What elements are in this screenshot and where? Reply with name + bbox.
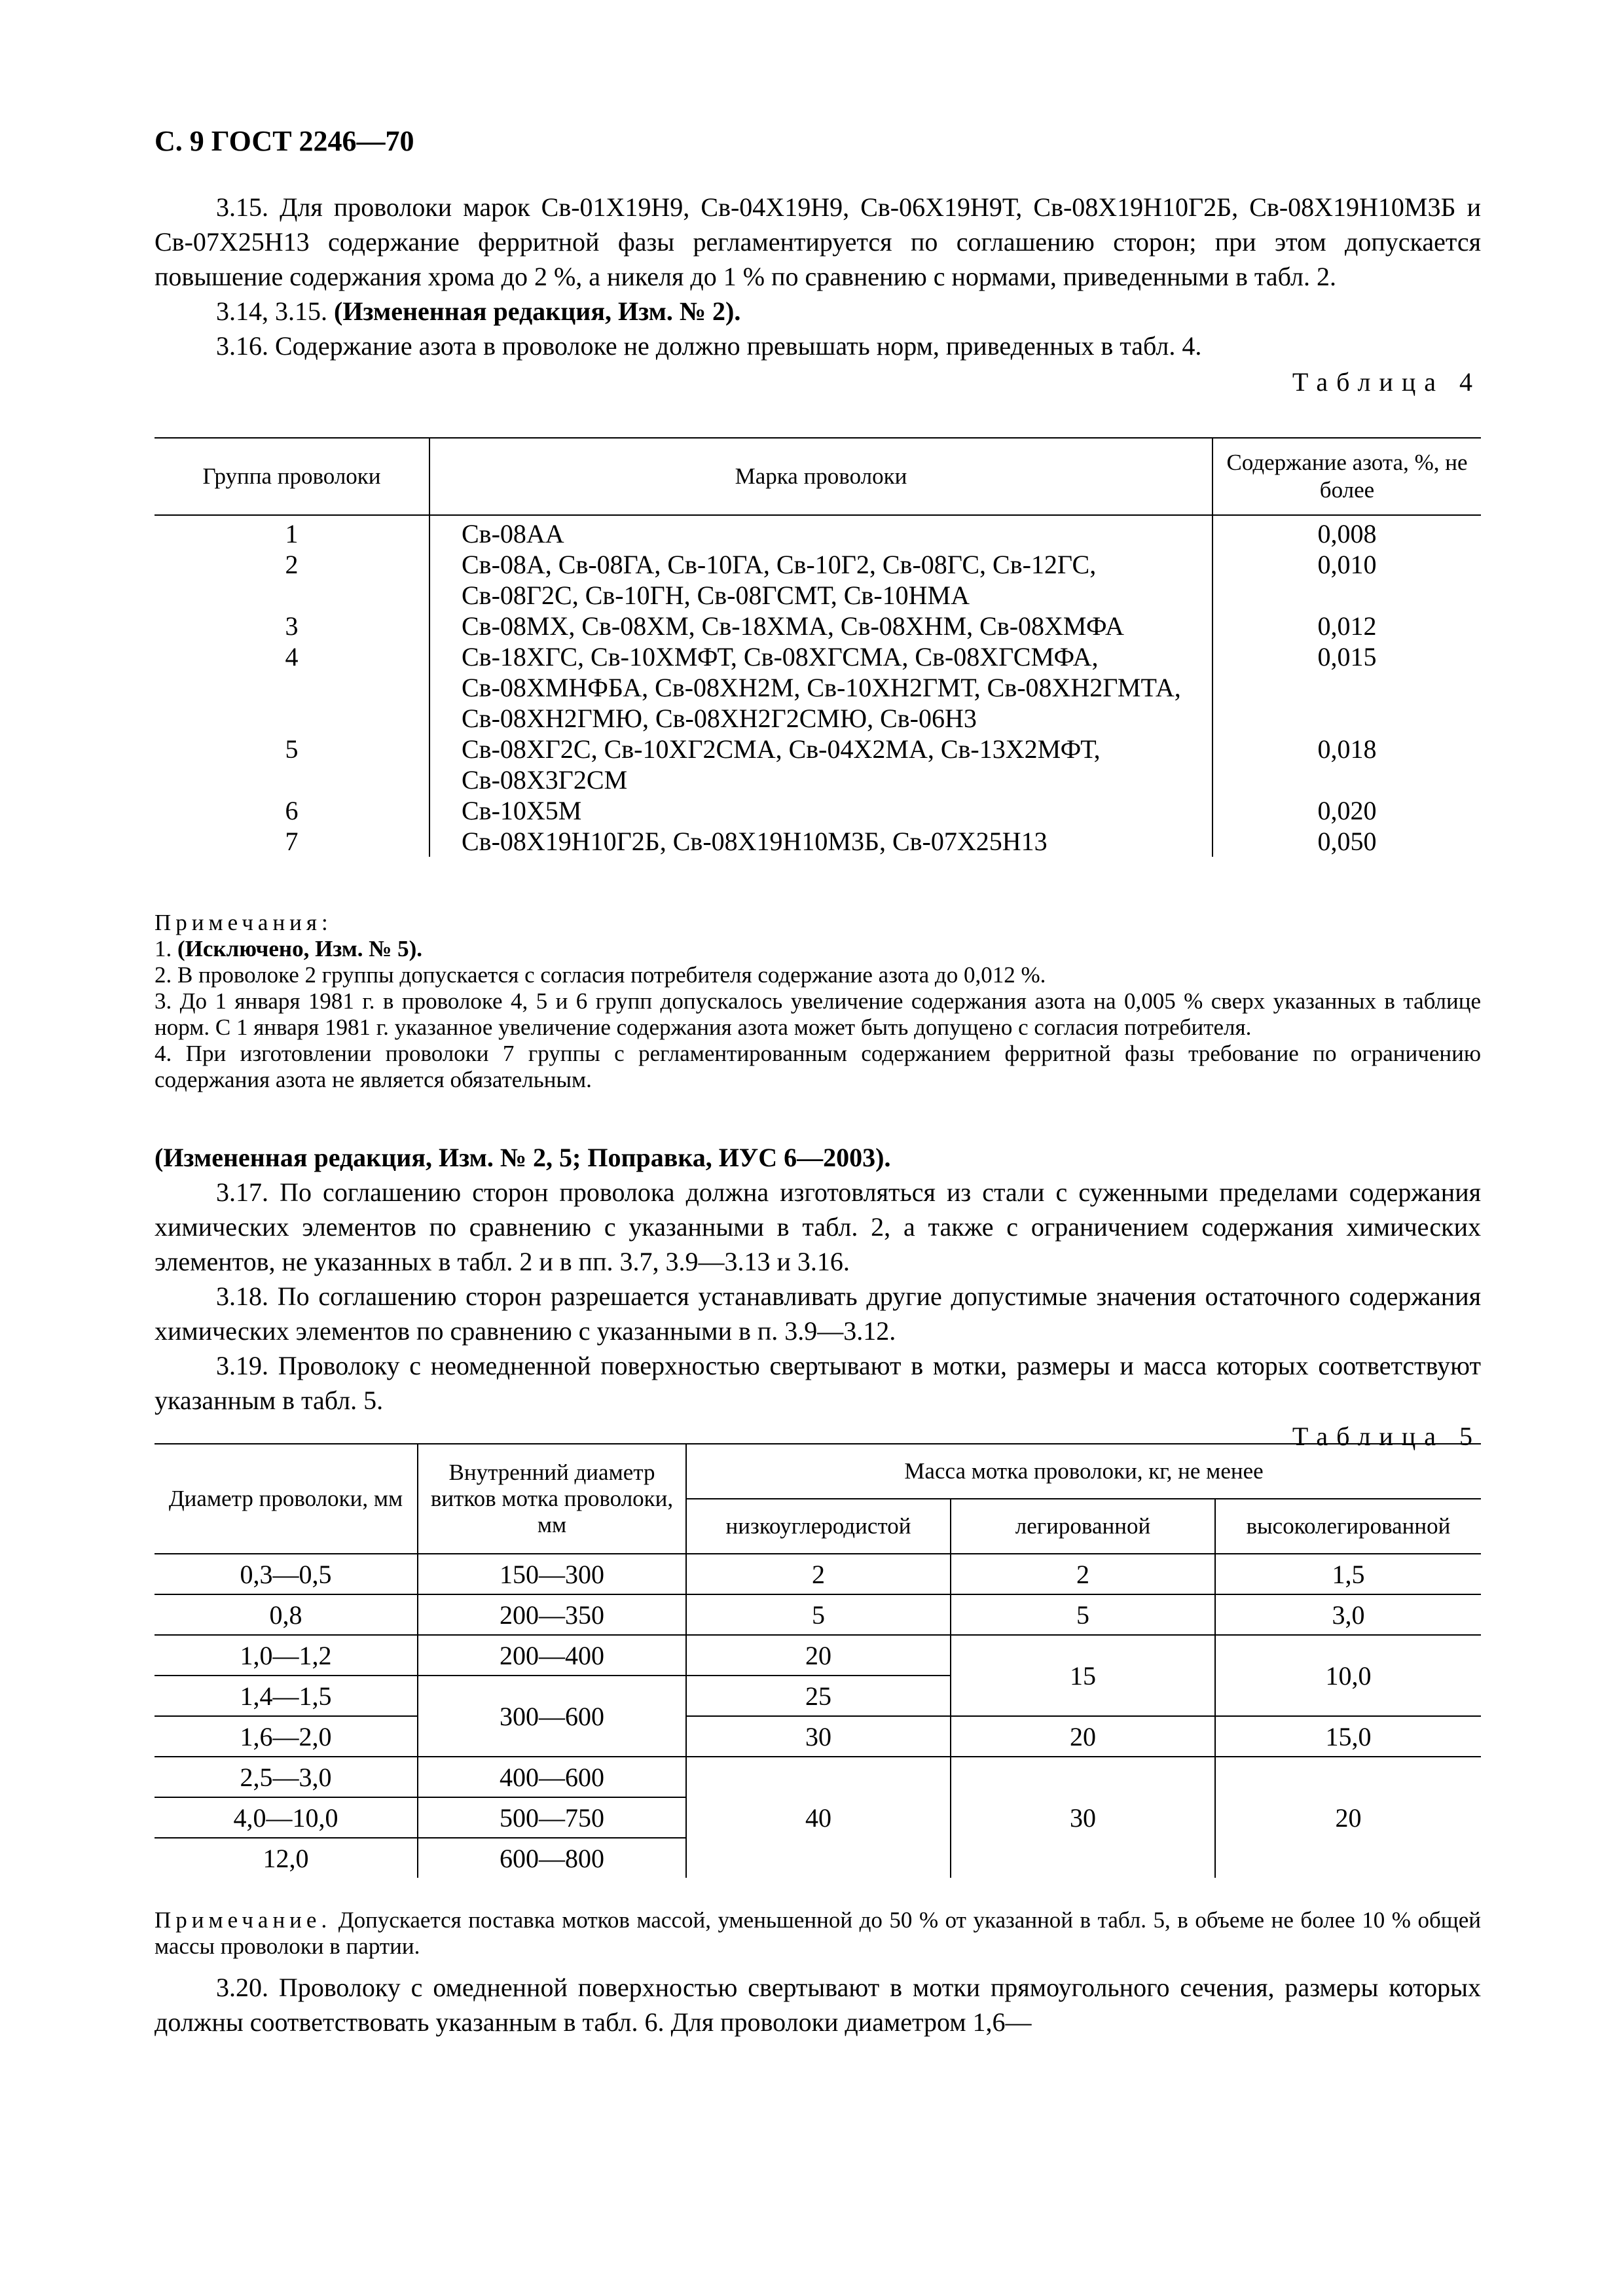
note-5-title: Примечание. (155, 1907, 332, 1933)
table-5-high: 15,0 (1215, 1716, 1481, 1757)
notes-title: Примечания: (155, 910, 333, 935)
table-4-notes (155, 910, 1481, 1093)
note-5 (155, 1907, 1481, 1960)
note-3: 3. До 1 января 1981 г. в проволоке 4, 5 и 6 групп допускалось увеличение содержания азота на 0,005 % сверх указанных в таблице норм. С 1 января 1981 г. указанное увеличение содержания азота может быть допущено с согласия потребителя. (155, 988, 1481, 1040)
table-5-diameter: 0,8 (155, 1594, 418, 1635)
note-4: 4. При изготовлении проволоки 7 группы с регламентированным содержанием ферритной фазы требование по ограничению содержания азота не является обязательным. (155, 1041, 1481, 1092)
table-4-group: 2 (285, 550, 299, 579)
table-4-value: 0,010 (1213, 549, 1481, 611)
table-5-diameter: 1,4—1,5 (155, 1676, 418, 1716)
paragraph-3-19: 3.19. Проволоку с неомедненной поверхностью свертывают в мотки, размеры и масса которых соответствуют указанным в табл. 5. (155, 1351, 1481, 1415)
table-4-group: 7 (285, 827, 299, 856)
paragraph-3-18: 3.18. По соглашению сторон разрешается устанавливать другие допустимые значения остаточного содержания химических элементов по сравнению с указанными в п. 3.9—3.12. (155, 1282, 1481, 1346)
table-5-alloy: 30 (951, 1757, 1215, 1878)
edition-prefix: 3.14, 3.15. (216, 296, 334, 326)
table-5-alloy: 2 (951, 1554, 1215, 1594)
table-4-value: 0,012 (1213, 611, 1481, 641)
table-5-header-mass: Масса мотка проволоки, кг, не менее (686, 1444, 1481, 1499)
table-5-inner: 150—300 (418, 1554, 686, 1594)
table-row (155, 1716, 1481, 1757)
document-page (155, 0, 1481, 2296)
table-4-header-group: Группа проволоки (155, 438, 429, 515)
table-row (155, 1757, 1481, 1797)
table-5-alloy: 5 (951, 1594, 1215, 1635)
table-5-header-inner: Внутренний диаметр витков мотка проволоки, мм (418, 1444, 686, 1554)
table-5-high: 3,0 (1215, 1594, 1481, 1635)
table-5-diameter: 4,0—10,0 (155, 1797, 418, 1838)
table-4-group: 5 (285, 734, 299, 764)
table-4-marks: Св-10Х5М (429, 795, 1213, 826)
table-5-inner: 200—400 (418, 1635, 686, 1676)
table-5-header-alloyed: легированной (951, 1499, 1215, 1554)
table-4-value: 0,020 (1213, 795, 1481, 826)
table-4-marks: Св-08АА (429, 515, 1213, 549)
table-5-inner: 200—350 (418, 1594, 686, 1635)
paragraph-3-20: 3.20. Проволоку с омедненной поверхностью свертывают в мотки прямоугольного сечения, размеры которых должны соответствовать указанным в табл. 6. Для проволоки диаметром 1,6— (155, 1973, 1481, 2037)
table-row (155, 611, 1481, 641)
table-5-low: 20 (686, 1635, 951, 1676)
table-4-caption: Таблица 4 (1292, 367, 1481, 397)
table-5-low: 2 (686, 1554, 951, 1594)
table-4-header-nitrogen: Содержание азота, %, не более (1213, 438, 1481, 515)
table-4-group: 3 (285, 611, 299, 641)
note-5-text: Допускается поставка мотков массой, уменьшенной до 50 % от указанной в табл. 5, в объеме не более 10 % общей массы проволоки в партии. (155, 1907, 1481, 1959)
table-row (155, 1635, 1481, 1676)
table-5-inner: 600—800 (418, 1838, 686, 1878)
table-5-header-low-carbon: низкоуглеродистой (686, 1499, 951, 1554)
table-5-alloy: 15 (951, 1635, 1215, 1716)
table-4-value: 0,008 (1213, 515, 1481, 549)
note-2: 2. В проволоке 2 группы допускается с согласия потребителя содержание азота до 0,012 %. (155, 962, 1046, 988)
table-4-value: 0,050 (1213, 826, 1481, 857)
note-1-bold: (Исключено, Изм. № 5). (177, 936, 423, 961)
table-5-low: 5 (686, 1594, 951, 1635)
table-4-marks: Св-08МХ, Св-08ХМ, Св-18ХМА, Св-08ХНМ, Св-08ХМФА (429, 611, 1213, 641)
table-4-group: 1 (285, 519, 299, 548)
table-5-high: 20 (1215, 1757, 1481, 1878)
table-row (155, 826, 1481, 857)
table-row (155, 734, 1481, 795)
table-5-high: 10,0 (1215, 1635, 1481, 1716)
page-header: С. 9 ГОСТ 2246—70 (155, 125, 414, 157)
paragraph-3-15: 3.15. Для проволоки марок Св-01Х19Н9, Св-04Х19Н9, Св-06Х19Н9Т, Св-08Х19Н10Г2Б, Св-08Х19Н10М3Б и Св-07Х25Н13 содержание ферритной фазы регламентируется по соглашению сторон; при этом допускается повышение содержания хрома до 2 %, а никеля до 1 % по сравнению с нормами, приведенными в табл. 2. (155, 192, 1481, 291)
table-5-inner: 300—600 (418, 1676, 686, 1757)
table-5-diameter: 1,0—1,2 (155, 1635, 418, 1676)
table-row (155, 795, 1481, 826)
paragraph-3-17: 3.17. По соглашению сторон проволока должна изготовляться из стали с суженными пределами содержания химических элементов по сравнению с указанными в табл. 2, а также с ограничением содержания химических элементов, не указанных в табл. 2 и в пп. 3.7, 3.9—3.13 и 3.16. (155, 1177, 1481, 1276)
table-row (155, 1594, 1481, 1635)
note-1 (155, 936, 1481, 962)
paragraph-3-14-edition (155, 294, 1481, 329)
table-4-container (155, 437, 1481, 857)
table-5-inner: 500—750 (418, 1797, 686, 1838)
table-5-note (155, 1907, 1481, 1960)
table-5-diameter: 2,5—3,0 (155, 1757, 418, 1797)
section-3-15-3-16 (155, 190, 1481, 399)
table-5-low: 25 (686, 1676, 951, 1716)
table-4-header-mark: Марка проволоки (429, 438, 1213, 515)
table-4-group: 4 (285, 642, 299, 672)
table-5-low: 30 (686, 1716, 951, 1757)
table-5-high: 1,5 (1215, 1554, 1481, 1594)
table-row (155, 549, 1481, 611)
table-5-container (155, 1443, 1481, 1878)
section-3-20 (155, 1970, 1481, 2039)
edition-note-2: (Измененная редакция, Изм. № 2, 5; Поправка, ИУС 6—2003). (155, 1143, 891, 1172)
table-5-diameter: 12,0 (155, 1838, 418, 1878)
table-4-group: 6 (285, 796, 299, 825)
table-row (155, 641, 1481, 734)
table-row (155, 1554, 1481, 1594)
table-4-marks: Св-18ХГС, Св-10ХМФТ, Св-08ХГСМА, Св-08ХГСМФА, Св-08ХМНФБА, Св-08ХН2М, Св-10ХН2ГМТ, Св-08ХН2ГМТА, Св-08ХН2ГМЮ, Св-08ХН2Г2СМЮ, Св-06Н3 (429, 641, 1213, 734)
edition-note: (Измененная редакция, Изм. № 2). (334, 296, 741, 326)
section-3-17-3-19 (155, 1140, 1481, 1453)
table-4-value: 0,018 (1213, 734, 1481, 795)
table-5 (155, 1443, 1481, 1878)
table-4 (155, 437, 1481, 857)
table-5-header-high-alloyed: высоколегированной (1215, 1499, 1481, 1554)
table-5-header-diameter: Диаметр проволоки, мм (155, 1444, 418, 1554)
table-4-marks: Св-08ХГ2С, Св-10ХГ2СМА, Св-04Х2МА, Св-13Х2МФТ, Св-08Х3Г2СМ (429, 734, 1213, 795)
table-4-marks: Св-08А, Св-08ГА, Св-10ГА, Св-10Г2, Св-08ГС, Св-12ГС, Св-08Г2С, Св-10ГН, Св-08ГСМТ, Св-10НМА (429, 549, 1213, 611)
table-5-diameter: 1,6—2,0 (155, 1716, 418, 1757)
table-5-low: 40 (686, 1757, 951, 1878)
paragraph-3-16: 3.16. Содержание азота в проволоке не должно превышать норм, приведенных в табл. 4. (216, 331, 1202, 361)
table-5-alloy: 20 (951, 1716, 1215, 1757)
table-4-value: 0,015 (1213, 641, 1481, 734)
table-5-caption: Таблица 5 (1292, 1422, 1481, 1451)
note-1-prefix: 1. (155, 936, 177, 961)
table-row (155, 515, 1481, 549)
table-5-inner: 400—600 (418, 1757, 686, 1797)
table-5-diameter: 0,3—0,5 (155, 1554, 418, 1594)
table-4-marks: Св-08Х19Н10Г2Б, Св-08Х19Н10М3Б, Св-07Х25Н13 (429, 826, 1213, 857)
